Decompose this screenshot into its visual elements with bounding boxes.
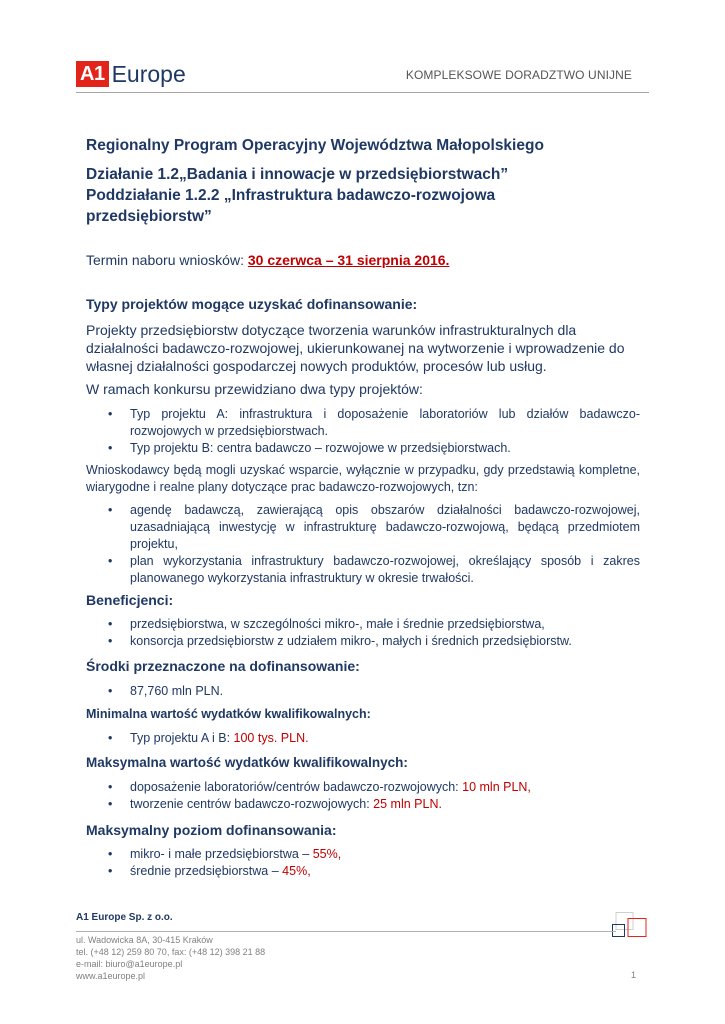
footer-squares-icon <box>612 912 650 940</box>
measure-title: Działanie 1.2„Badania i innowacje w przedsiębiorstwach” <box>86 166 509 183</box>
application-term <box>86 252 449 268</box>
funds-list <box>108 683 640 700</box>
footer-company: A1 Europe Sp. z o.o. <box>76 912 173 923</box>
submeasure-title-cont: przedsiębiorstw” <box>86 208 212 225</box>
header-divider <box>76 92 649 93</box>
list-item <box>108 730 640 747</box>
list-item: • agendę badawczą, zawierającą opis obszarów działalności badawczo-rozwojowej, uzasadniającą inwestycję w infrastrukturę badawczo-rozwojową, będącą przedmiotem projektu, <box>108 502 640 553</box>
footer-phone: tel. (+48 12) 259 80 70, fax: (+48 12) 398 21 88 <box>76 947 266 957</box>
min-value-heading: Minimalna wartość wydatków kwalifikowalnych: <box>86 707 371 721</box>
list-item: • Typ projektu B: centra badawczo – rozwojowe w przedsiębiorstwach. <box>108 440 640 457</box>
funds-heading: Środki przeznaczone na dofinansowanie: <box>86 658 360 674</box>
submeasure-title: Poddziałanie 1.2.2 „Infrastruktura badawczo-rozwojowa <box>86 187 496 204</box>
logo-mark: A1 <box>76 61 109 87</box>
term-label: Termin naboru wniosków: <box>86 252 248 268</box>
max-level-list <box>108 846 640 880</box>
item-value: 100 tys. PLN. <box>233 731 309 745</box>
footer-divider <box>76 931 616 932</box>
project-types-list <box>108 406 640 457</box>
max-level-heading: Maksymalny poziom dofinansowania: <box>86 822 337 838</box>
company-logo <box>76 60 186 88</box>
program-title: Regionalny Program Operacyjny Województwa Małopolskiego <box>86 137 544 154</box>
footer-address: ul. Wadowicka 8A, 30-415 Kraków <box>76 935 213 945</box>
item-label: doposażenie laboratoriów/centrów badawczo-rozwojowych: <box>130 780 463 794</box>
list-item <box>108 796 640 813</box>
item-label: mikro- i małe przedsiębiorstwa – <box>130 847 313 861</box>
list-item: • 87,760 mln PLN. <box>108 683 640 700</box>
footer-email[interactable]: e-mail: biuro@a1europe.pl <box>76 959 183 969</box>
max-value-list <box>108 779 640 813</box>
project-types-heading: Typy projektów mogące uzyskać dofinansowanie: <box>86 296 418 312</box>
term-date: 30 czerwca – 31 sierpnia 2016. <box>247 252 450 268</box>
list-item: • konsorcja przedsiębiorstw z udziałem mikro-, małych i średnich przedsiębiorstw. <box>108 633 640 650</box>
min-value-list <box>108 730 640 747</box>
item-value: 55%, <box>312 847 342 861</box>
beneficiaries-list <box>108 616 640 650</box>
footer-website[interactable]: www.a1europe.pl <box>76 971 146 981</box>
item-label: tworzenie centrów badawczo-rozwojowych: <box>130 797 374 811</box>
max-value-heading: Maksymalna wartość wydatków kwalifikowalnych: <box>86 755 408 770</box>
project-types-concourse: W ramach konkursu przewidziano dwa typy projektów: <box>86 381 423 397</box>
logo-wordmark: Europe <box>111 61 186 87</box>
beneficiaries-heading: Beneficjenci: <box>86 592 174 608</box>
list-item <box>108 863 640 880</box>
list-item <box>108 779 640 796</box>
item-value: 45%, <box>282 864 311 878</box>
item-value: 25 mln PLN. <box>373 797 442 811</box>
list-item: • plan wykorzystania infrastruktury badawczo-rozwojowej, określający sposób i zakres planowanego wykorzystania infrastruktury w okresie trwałości. <box>108 553 640 587</box>
plan-requirements-list <box>108 502 640 587</box>
list-item: • Typ projektu A: infrastruktura i doposażenie laboratoriów lub działów badawczo-rozwojowych w przedsiębiorstwach. <box>108 406 640 440</box>
header-tagline: KOMPLEKSOWE DORADZTWO UNIJNE <box>405 68 632 82</box>
list-item <box>108 846 640 863</box>
list-item: • przedsiębiorstwa, w szczególności mikro-, małe i średnie przedsiębiorstwa, <box>108 616 640 633</box>
item-label: Typ projektu A i B: <box>130 731 234 745</box>
page-number: 1 <box>630 970 636 980</box>
applicants-paragraph: Wnioskodawcy będą mogli uzyskać wsparcie, wyłącznie w przypadku, gdy przedstawią kompletne, wiarygodne i realne plany dotyczące prac badawczo-rozwojowych, tzn: <box>86 463 640 494</box>
item-value: 10 mln PLN, <box>462 780 531 794</box>
project-types-intro: Projekty przedsiębiorstw dotyczące tworzenia warunków infrastrukturalnych dla działalności badawczo-rozwojowej, ukierunkowanej na wytworzenie i wprowadzenie do własnej działalności gospodarczej nowych produktów, procesów lub usług. <box>86 322 625 374</box>
item-label: średnie przedsiębiorstwa – <box>130 864 283 878</box>
